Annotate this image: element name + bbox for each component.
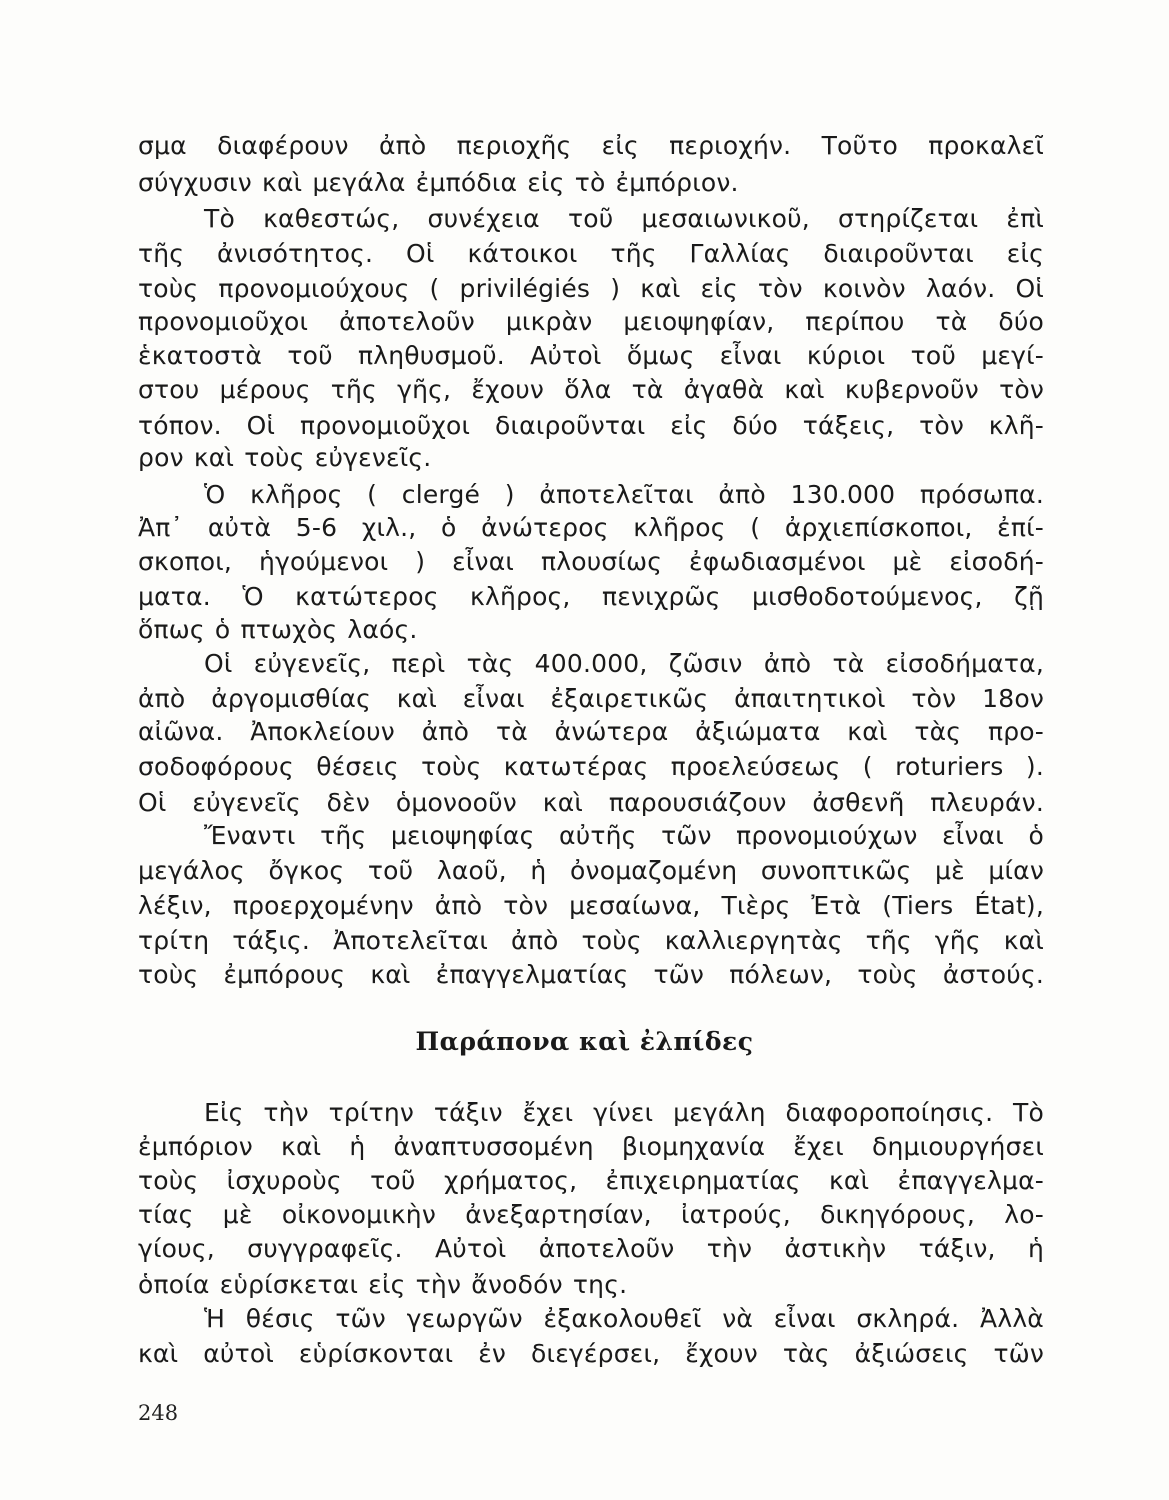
text-line: μεγάλος ὄγκος τοῦ λαοῦ, ἡ ὀνομαζομένη συνοπτικῶς μὲ μίαν bbox=[138, 856, 1044, 885]
text-line: Ὁ κλῆρος ( clergé ) ἀποτελεῖται ἀπὸ 130.000 πρόσωπα. bbox=[204, 480, 1044, 509]
text-line: Ἀπ᾽ αὐτὰ 5-6 χιλ., ὁ ἀνώτερος κλῆρος ( ἀρχιεπίσκοποι, ἐπί- bbox=[138, 513, 1044, 542]
text-line: Οἱ εὐγενεῖς δὲν ὁμονοοῦν καὶ παρουσιάζουν ἀσθενῆ πλευράν. bbox=[138, 788, 1044, 817]
text-line: αἰῶνα. Ἀποκλείουν ἀπὸ τὰ ἀνώτερα ἀξιώματα καὶ τὰς προ- bbox=[138, 717, 1044, 746]
text-line: σύγχυσιν καὶ μεγάλα ἐμπόδια εἰς τὸ ἐμπόριον. bbox=[138, 168, 739, 197]
text-line: τρίτη τάξις. Ἀποτελεῖται ἀπὸ τοὺς καλλιεργητὰς τῆς γῆς καὶ bbox=[138, 926, 1044, 955]
text-line: Ἡ θέσις τῶν γεωργῶν ἐξακολουθεῖ νὰ εἶναι σκληρά. Ἀλλὰ bbox=[204, 1304, 1044, 1333]
page-number: 248 bbox=[138, 1401, 179, 1425]
text-line: σμα διαφέρουν ἀπὸ περιοχῆς εἰς περιοχήν. Τοῦτο προκαλεῖ bbox=[138, 131, 1044, 160]
text-line: Τὸ καθεστώς, συνέχεια τοῦ μεσαιωνικοῦ, στηρίζεται ἐπὶ bbox=[204, 204, 1044, 233]
text-line: ἐμπόριον καὶ ἡ ἀναπτυσσομένη βιομηχανία ἔχει δημιουργήσει bbox=[138, 1132, 1044, 1161]
text-line: τοὺς προνομιούχους ( privilégiés ) καὶ εἰς τὸν κοινὸν λαόν. Οἱ bbox=[138, 274, 1044, 303]
text-line: τῆς ἀνισότητος. Οἱ κάτοικοι τῆς Γαλλίας διαιροῦνται εἰς bbox=[138, 239, 1044, 268]
text-line: ἀπὸ ἀργομισθίας καὶ εἶναι ἐξαιρετικῶς ἀπαιτητικοὶ τὸν 18ον bbox=[138, 684, 1044, 713]
text-line: ματα. Ὁ κατώτερος κλῆρος, πενιχρῶς μισθοδοτούμενος, ζῇ bbox=[138, 582, 1044, 611]
text-line: τίας μὲ οἰκονομικὴν ἀνεξαρτησίαν, ἰατρούς, δικηγόρους, λο- bbox=[138, 1200, 1044, 1229]
text-line: ὅπως ὁ πτωχὸς λαός. bbox=[138, 615, 418, 644]
text-line: στου μέρους τῆς γῆς, ἔχουν ὅλα τὰ ἀγαθὰ καὶ κυβερνοῦν τὸν bbox=[138, 375, 1044, 404]
text-line: σκοποι, ἡγούμενοι ) εἶναι πλουσίως ἐφωδιασμένοι μὲ εἰσοδή- bbox=[138, 547, 1044, 576]
text-line: προνομιοῦχοι ἀποτελοῦν μικρὰν μειοψηφίαν, περίπου τὰ δύο bbox=[138, 307, 1044, 336]
section-heading: Παράπονα καὶ ἐλπίδες bbox=[415, 1027, 754, 1056]
text-line: ἑκατοστὰ τοῦ πληθυσμοῦ. Αὐτοὶ ὅμως εἶναι κύριοι τοῦ μεγί- bbox=[138, 341, 1044, 370]
text-line: ρον καὶ τοὺς εὐγενεῖς. bbox=[138, 443, 432, 472]
text-line: ὁποία εὑρίσκεται εἰς τὴν ἄνοδόν της. bbox=[138, 1270, 628, 1299]
text-line: Οἱ εὐγενεῖς, περὶ τὰς 400.000, ζῶσιν ἀπὸ τὰ εἰσοδήματα, bbox=[204, 649, 1044, 678]
text-line: Ἔναντι τῆς μειοψηφίας αὐτῆς τῶν προνομιούχων εἶναι ὁ bbox=[204, 821, 1044, 850]
text-line: λέξιν, προερχομένην ἀπὸ τὸν μεσαίωνα, Τιὲρς Ἐτὰ (Tiers État), bbox=[138, 891, 1044, 920]
text-line: σοδοφόρους θέσεις τοὺς κατωτέρας προελεύσεως ( roturiers ). bbox=[138, 752, 1044, 781]
text-line: Εἰς τὴν τρίτην τάξιν ἔχει γίνει μεγάλη διαφοροποίησις. Τὸ bbox=[204, 1098, 1044, 1127]
text-line: καὶ αὐτοὶ εὑρίσκονται ἐν διεγέρσει, ἔχουν τὰς ἀξιώσεις τῶν bbox=[138, 1339, 1044, 1368]
text-line: τοὺς ἐμπόρους καὶ ἐπαγγελματίας τῶν πόλεων, τοὺς ἀστούς. bbox=[138, 960, 1044, 989]
text-line: γίους, συγγραφεῖς. Αὐτοὶ ἀποτελοῦν τὴν ἀστικὴν τάξιν, ἡ bbox=[138, 1234, 1044, 1263]
text-line: τοὺς ἰσχυροὺς τοῦ χρήματος, ἐπιχειρηματίας καὶ ἐπαγγελμα- bbox=[138, 1166, 1044, 1195]
text-line: τόπον. Οἱ προνομιοῦχοι διαιροῦνται εἰς δύο τάξεις, τὸν κλῆ- bbox=[138, 411, 1044, 440]
